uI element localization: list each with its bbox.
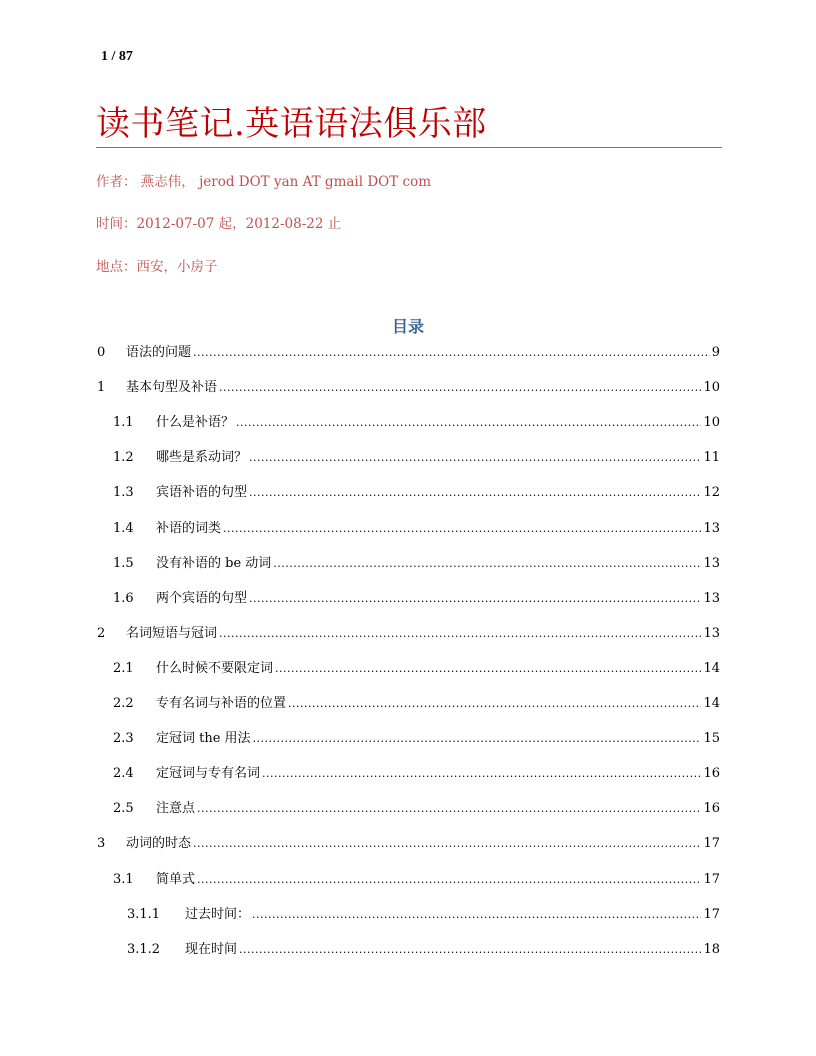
toc-entry-page: 10 bbox=[703, 380, 720, 396]
toc-entry[interactable] bbox=[113, 762, 720, 782]
toc-entry-page: 13 bbox=[703, 590, 720, 606]
toc-dot-leader bbox=[249, 486, 701, 499]
toc-entry-number: 2 bbox=[97, 625, 106, 641]
page-indicator: 1 / 87 bbox=[101, 49, 133, 64]
toc-entry-title: 补语的词类 bbox=[156, 520, 222, 536]
toc-entry-number: 2.1 bbox=[113, 660, 134, 676]
toc-dot-leader bbox=[197, 873, 701, 886]
place-line: 地点：西安，小房子 bbox=[96, 259, 218, 275]
toc-entry[interactable] bbox=[113, 552, 720, 572]
toc-entry-title: 注意点 bbox=[156, 801, 196, 817]
toc-entry-number: 2.3 bbox=[113, 731, 134, 747]
toc-entry[interactable] bbox=[113, 446, 720, 466]
toc-entry-title: 现在时间 bbox=[185, 941, 238, 957]
toc-dot-leader bbox=[253, 732, 702, 745]
toc-entry[interactable] bbox=[113, 657, 720, 677]
toc-entry-page: 9 bbox=[711, 345, 720, 360]
toc-entry-title: 什么是补语？ bbox=[156, 415, 235, 431]
toc-entry-number: 1.1 bbox=[113, 415, 134, 431]
toc-dot-leader bbox=[249, 451, 701, 464]
toc-dot-leader bbox=[236, 416, 701, 429]
toc-entry-title: 基本句型及补语 bbox=[126, 380, 218, 396]
toc-dot-leader bbox=[262, 767, 701, 780]
toc-entry-page: 15 bbox=[703, 731, 720, 747]
toc-entry-page: 11 bbox=[703, 450, 720, 466]
toc-entry-page: 13 bbox=[703, 520, 720, 536]
toc-entry-number: 1.3 bbox=[113, 485, 134, 501]
toc-entry[interactable] bbox=[97, 376, 720, 396]
toc-entry-page: 17 bbox=[703, 836, 720, 852]
toc-entry-number: 1 bbox=[97, 380, 106, 396]
toc-entry-number: 3.1.1 bbox=[127, 906, 161, 922]
toc-entry[interactable] bbox=[113, 727, 720, 747]
toc-dot-leader bbox=[273, 557, 701, 570]
toc-entry-title: 简单式 bbox=[156, 871, 196, 887]
toc-entry-number: 0 bbox=[97, 345, 106, 360]
toc-entry[interactable] bbox=[97, 622, 720, 642]
toc-heading: 目录 bbox=[391, 317, 424, 336]
toc-entry-number: 2.5 bbox=[113, 801, 134, 817]
document-title: 读书笔记.英语语法俱乐部 bbox=[96, 104, 487, 144]
toc-entry-page: 10 bbox=[703, 415, 720, 431]
toc-entry-number: 3.1 bbox=[113, 871, 134, 887]
toc-dot-leader bbox=[239, 943, 701, 956]
toc-entry[interactable] bbox=[97, 341, 720, 361]
toc-entry-title: 什么时候不要限定词 bbox=[156, 660, 274, 676]
toc-entry-page: 14 bbox=[703, 696, 720, 711]
toc-entry-title: 语法的问题 bbox=[126, 345, 192, 360]
toc-entry-title: 名词短语与冠词 bbox=[126, 625, 218, 641]
toc-entry-number: 1.2 bbox=[113, 450, 134, 466]
toc-entry-page: 17 bbox=[703, 906, 720, 922]
toc-entry[interactable] bbox=[113, 587, 720, 607]
toc-dot-leader bbox=[288, 697, 701, 710]
toc-entry-page: 16 bbox=[703, 766, 720, 782]
toc-entry-title: 宾语补语的句型 bbox=[156, 485, 248, 501]
toc-entry-title: 哪些是系动词？ bbox=[156, 450, 248, 466]
toc-entry-page: 12 bbox=[703, 485, 720, 501]
toc-entry-number: 3 bbox=[97, 836, 106, 852]
toc-entry[interactable] bbox=[113, 692, 720, 712]
toc-entry-title: 专有名词与补语的位置 bbox=[156, 696, 287, 711]
toc-dot-leader bbox=[252, 908, 701, 921]
toc-entry-number: 3.1.2 bbox=[127, 941, 161, 957]
toc-entry-page: 13 bbox=[703, 625, 720, 641]
toc-entry-title: 定冠词与专有名词 bbox=[156, 766, 261, 782]
toc-dot-leader bbox=[193, 346, 710, 359]
toc-entry-number: 1.6 bbox=[113, 590, 134, 606]
toc-entry-title: 定冠词 the 用法 bbox=[156, 731, 251, 747]
toc-entry-title: 过去时间： bbox=[185, 906, 251, 922]
toc-entry[interactable] bbox=[113, 411, 720, 431]
toc-dot-leader bbox=[197, 802, 701, 815]
toc-entry[interactable] bbox=[113, 797, 720, 817]
toc-entry-page: 18 bbox=[703, 941, 720, 957]
toc-entry-title: 没有补语的 be 动词 bbox=[156, 555, 272, 571]
toc-entry-page: 13 bbox=[703, 555, 720, 571]
toc-dot-leader bbox=[249, 592, 701, 605]
toc-entry-title: 动词的时态 bbox=[126, 836, 192, 852]
author-line: 作者： 燕志伟， jerod DOT yan AT gmail DOT com bbox=[96, 174, 432, 190]
toc-dot-leader bbox=[223, 522, 701, 535]
toc-dot-leader bbox=[219, 627, 701, 640]
toc-entry-page: 14 bbox=[703, 660, 720, 676]
title-underline bbox=[96, 147, 722, 148]
toc-entry[interactable] bbox=[127, 938, 720, 958]
toc-entry-number: 2.4 bbox=[113, 766, 134, 782]
toc-entry[interactable] bbox=[97, 832, 720, 852]
toc-entry[interactable] bbox=[113, 481, 720, 501]
toc-entry[interactable] bbox=[113, 517, 720, 537]
toc-entry-title: 两个宾语的句型 bbox=[156, 590, 248, 606]
toc-dot-leader bbox=[275, 662, 701, 675]
toc-entry-page: 16 bbox=[703, 801, 720, 817]
time-line: 时间：2012-07-07 起，2012-08-22 止 bbox=[96, 216, 342, 232]
toc-entry-page: 17 bbox=[703, 871, 720, 887]
toc-entry[interactable] bbox=[127, 903, 720, 923]
toc-dot-leader bbox=[219, 381, 701, 394]
toc-dot-leader bbox=[193, 837, 701, 850]
toc-entry-number: 1.5 bbox=[113, 555, 134, 571]
toc-entry[interactable] bbox=[113, 868, 720, 888]
toc-entry-number: 1.4 bbox=[113, 520, 134, 536]
toc-entry-number: 2.2 bbox=[113, 696, 134, 711]
